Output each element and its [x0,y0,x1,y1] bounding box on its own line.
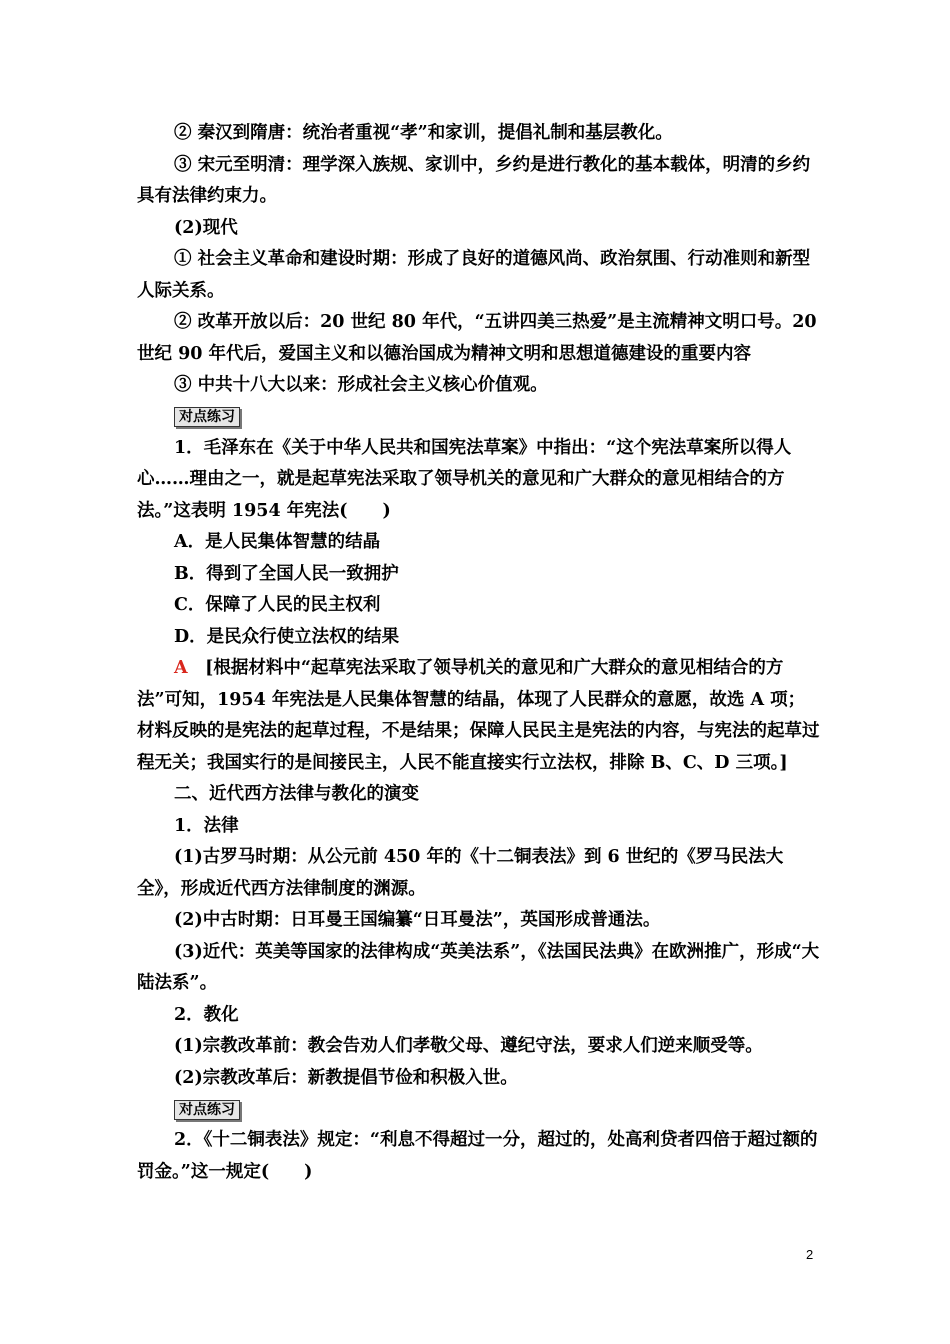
page-number: 2 [806,1247,814,1262]
question-1-option-b: B．得到了全国人民一致拥护 [174,563,399,584]
paragraph-qin-han: ② 秦汉到隋唐：统治者重视“孝”和家训，提倡礼制和基层教化。 [174,123,673,143]
section-2-heading: 二、近代西方法律与教化的演变 [174,784,419,804]
question-1-stem: 1．毛泽东在《关于中华人民共和国宪法草案》中指出：“这个宪法草案所以得人心……理由之一，就是起草宪法采取了领导机关的意见和广大群众的意见相结合的方法。”这表明 1954 年宪法( ) [137,437,792,521]
question-1-answer [137,653,820,779]
paragraph-socialist: ① 社会主义革命和建设时期：形成了良好的道德风尚、政治氛围、行动准则和新型人际关系。 [137,249,811,301]
paragraph-18th-congress: ③ 中共十八大以来：形成社会主义核心价值观。 [174,375,548,395]
answer-letter: A [174,658,188,678]
question-2-stem: 2．《十二铜表法》规定：“利息不得超过一分，超过的，处高利贷者四倍于超过额的罚金。”这一规定( ) [137,1130,818,1182]
law-title: 1．法律 [174,815,239,836]
question-1-option-a: A．是人民集体智慧的结晶 [174,532,381,552]
education-title: 2．教化 [174,1004,239,1025]
education-item-1: (1)宗教改革前：教会告劝人们孝敬父母、遵纪守法，要求人们逆来顺受等。 [174,1036,763,1056]
paragraph-reform: ② 改革开放以后：20 世纪 80 年代，“五讲四美三热爱”是主流精神文明口号。20 世纪 90 年代后，爱国主义和以德治国成为精神文明和思想道德建设的重要内容 [137,312,817,364]
practice-tag-row-1 [137,402,820,433]
practice-tag-row-2 [137,1094,820,1125]
question-1-option-d: D．是民众行使立法权的结果 [174,626,400,647]
question-1-option-c: C．保障了人民的民主权利 [174,595,381,615]
practice-tag: 对点练习 [174,1100,240,1120]
law-item-2: (2)中古时期：日耳曼王国编纂“日耳曼法”，英国形成普通法。 [174,910,661,930]
education-item-2: (2)宗教改革后：新教提倡节俭和积极入世。 [174,1067,518,1088]
law-item-1: (1)古罗马时期：从公元前 450 年的《十二铜表法》到 6 世纪的《罗马民法大全》，形成近代西方法律制度的渊源。 [137,847,784,899]
practice-tag: 对点练习 [174,407,240,427]
paragraph-song-ming: ③ 宋元至明清：理学深入族规、家训中，乡约是进行教化的基本载体，明清的乡约具有法律约束力。 [137,154,811,206]
subheading-modern: (2)现代 [174,217,238,238]
answer-explanation: [根据材料中“起草宪法采取了领导机关的意见和广大群众的意见相结合的方法”可知，1954 年宪法是人民集体智慧的结晶，体现了人民群众的意愿，故选 A 项；材料反映的是宪法的起草过程，不是结果；保障人民民主是宪法的内容，与宪法的起草过程无关；我国实行的是间接民主，人民不能直接实行立法权，排除 B、C、D 三项。] [137,658,820,773]
document-body [137,118,820,1188]
law-item-3: (3)近代：英美等国家的法律构成“英美法系”，《法国民法典》在欧洲推广，形成“大陆法系”。 [137,941,820,993]
